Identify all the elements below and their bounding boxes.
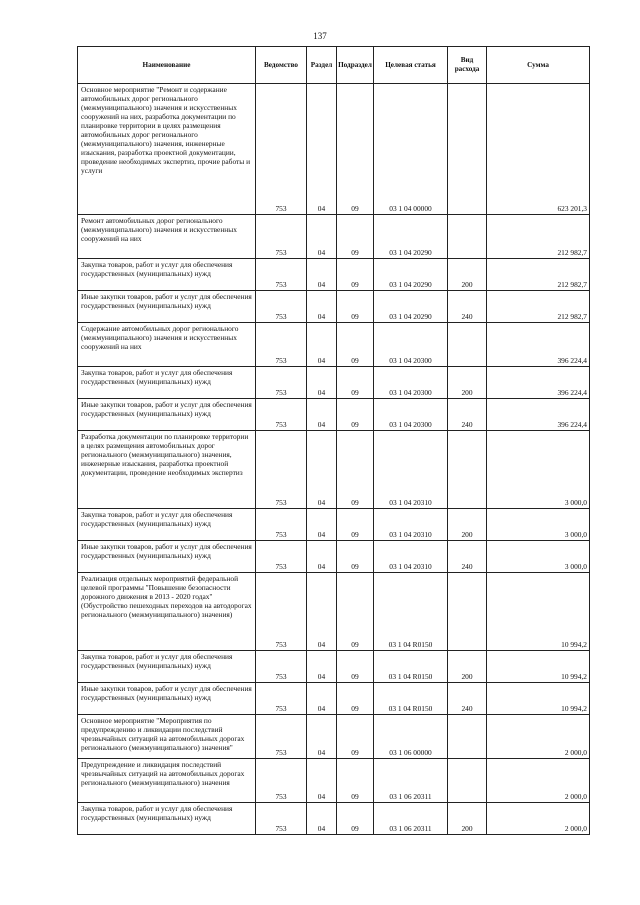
row-name-cell: Иные закупки товаров, работ и услуг для обеспечения государственных (муниципальных) нужд [78,541,256,573]
row-name-cell: Реализация отдельных мероприятий федеральной целевой программы "Повышение безопасности дорожного движения в 2013 - 2020 годах" (Обустройство пешеходных переходов на автодорогах регионального (межмуниципального) значения) [78,573,256,651]
row-expense-type-cell: 200 [448,509,487,541]
table-row [78,573,590,651]
row-target-article-cell: 03 1 04 R0150 [374,683,448,715]
table-row [78,683,590,715]
row-sum-cell: 10 994,2 [487,573,590,651]
row-department-cell: 753 [256,715,307,759]
row-name-cell: Иные закупки товаров, работ и услуг для обеспечения государственных (муниципальных) нужд [78,291,256,323]
table-row [78,759,590,803]
table-row [78,323,590,367]
row-sum-cell: 623 201,3 [487,84,590,215]
row-section-cell: 04 [307,291,337,323]
header-department: Ведомство [256,47,307,84]
row-department-cell: 753 [256,323,307,367]
row-target-article-cell: 03 1 04 20290 [374,259,448,291]
row-section-cell: 04 [307,803,337,835]
row-subsection-cell: 09 [337,541,374,573]
row-sum-cell: 10 994,2 [487,683,590,715]
row-name-cell: Закупка товаров, работ и услуг для обеспечения государственных (муниципальных) нужд [78,651,256,683]
header-name: Наименование [78,47,256,84]
row-subsection-cell: 09 [337,215,374,259]
row-subsection-cell: 09 [337,323,374,367]
row-expense-type-cell: 200 [448,651,487,683]
row-target-article-cell: 03 1 04 20300 [374,367,448,399]
table-row [78,541,590,573]
row-target-article-cell: 03 1 04 20290 [374,215,448,259]
row-sum-cell: 3 000,0 [487,509,590,541]
row-section-cell: 04 [307,323,337,367]
header-target-article: Целевая статья [374,47,448,84]
row-subsection-cell: 09 [337,291,374,323]
header-expense-type: Вид расхода [448,47,487,84]
table-row [78,651,590,683]
row-sum-cell: 10 994,2 [487,651,590,683]
table-header-row [78,47,590,84]
row-name-cell: Основное мероприятие "Мероприятия по предупреждению и ликвидации последствий чрезвычайных ситуаций на автомобильных дорогах регионального (межмуниципального) значения" [78,715,256,759]
row-name-cell: Предупреждение и ликвидация последствий чрезвычайных ситуаций на автомобильных дорогах регионального (межмуниципального) значения [78,759,256,803]
row-target-article-cell: 03 1 04 00000 [374,84,448,215]
row-subsection-cell: 09 [337,651,374,683]
row-department-cell: 753 [256,399,307,431]
table-row [78,291,590,323]
row-subsection-cell: 09 [337,573,374,651]
row-name-cell: Иные закупки товаров, работ и услуг для обеспечения государственных (муниципальных) нужд [78,399,256,431]
row-expense-type-cell: 240 [448,399,487,431]
row-expense-type-cell [448,215,487,259]
row-department-cell: 753 [256,291,307,323]
row-subsection-cell: 09 [337,509,374,541]
table-row [78,399,590,431]
row-expense-type-cell: 240 [448,683,487,715]
row-sum-cell: 212 982,7 [487,215,590,259]
row-name-cell: Закупка товаров, работ и услуг для обеспечения государственных (муниципальных) нужд [78,803,256,835]
row-sum-cell: 2 000,0 [487,759,590,803]
row-subsection-cell: 09 [337,803,374,835]
row-name-cell: Иные закупки товаров, работ и услуг для обеспечения государственных (муниципальных) нужд [78,683,256,715]
row-department-cell: 753 [256,683,307,715]
row-section-cell: 04 [307,573,337,651]
header-section: Раздел [307,47,337,84]
row-section-cell: 04 [307,367,337,399]
row-subsection-cell: 09 [337,715,374,759]
row-sum-cell: 3 000,0 [487,431,590,509]
row-section-cell: 04 [307,759,337,803]
budget-table [77,46,590,835]
row-sum-cell: 212 982,7 [487,291,590,323]
row-target-article-cell: 03 1 04 20310 [374,431,448,509]
row-expense-type-cell: 240 [448,541,487,573]
table-row [78,509,590,541]
row-sum-cell: 3 000,0 [487,541,590,573]
row-target-article-cell: 03 1 04 20310 [374,541,448,573]
table-row [78,715,590,759]
row-section-cell: 04 [307,683,337,715]
row-expense-type-cell [448,84,487,215]
row-section-cell: 04 [307,215,337,259]
row-department-cell: 753 [256,651,307,683]
row-target-article-cell: 03 1 06 00000 [374,715,448,759]
row-subsection-cell: 09 [337,259,374,291]
row-target-article-cell: 03 1 04 R0150 [374,573,448,651]
row-sum-cell: 2 000,0 [487,803,590,835]
row-department-cell: 753 [256,259,307,291]
row-department-cell: 753 [256,759,307,803]
row-department-cell: 753 [256,215,307,259]
row-section-cell: 04 [307,651,337,683]
row-target-article-cell: 03 1 04 20310 [374,509,448,541]
row-expense-type-cell: 200 [448,367,487,399]
table-row [78,803,590,835]
row-target-article-cell: 03 1 04 20290 [374,291,448,323]
row-name-cell: Основное мероприятие "Ремонт и содержание автомобильных дорог регионального (межмуниципального) значения и искусственных сооружений на них, разработка документации по планировке территории в целях размещения автомобильных дорог регионального (межмуниципального) значения, инженерные изыскания, разработка проектной документации, проведение необходимых экспертиз, прочие работы и услуги [78,84,256,215]
row-section-cell: 04 [307,399,337,431]
row-target-article-cell: 03 1 04 20300 [374,323,448,367]
row-expense-type-cell: 240 [448,291,487,323]
row-expense-type-cell [448,323,487,367]
row-department-cell: 753 [256,573,307,651]
table-row [78,431,590,509]
row-department-cell: 753 [256,803,307,835]
row-name-cell: Закупка товаров, работ и услуг для обеспечения государственных (муниципальных) нужд [78,509,256,541]
row-target-article-cell: 03 1 04 R0150 [374,651,448,683]
row-section-cell: 04 [307,431,337,509]
row-sum-cell: 396 224,4 [487,323,590,367]
row-department-cell: 753 [256,84,307,215]
table-row [78,259,590,291]
row-sum-cell: 212 982,7 [487,259,590,291]
page-number: 137 [313,31,327,41]
row-name-cell: Закупка товаров, работ и услуг для обеспечения государственных (муниципальных) нужд [78,367,256,399]
row-subsection-cell: 09 [337,431,374,509]
row-sum-cell: 396 224,4 [487,367,590,399]
row-target-article-cell: 03 1 06 20311 [374,803,448,835]
row-subsection-cell: 09 [337,84,374,215]
row-subsection-cell: 09 [337,683,374,715]
row-section-cell: 04 [307,541,337,573]
row-section-cell: 04 [307,259,337,291]
row-department-cell: 753 [256,541,307,573]
row-section-cell: 04 [307,715,337,759]
row-section-cell: 04 [307,84,337,215]
row-department-cell: 753 [256,509,307,541]
header-sum: Сумма [487,47,590,84]
row-subsection-cell: 09 [337,399,374,431]
row-sum-cell: 396 224,4 [487,399,590,431]
table-row [78,215,590,259]
row-subsection-cell: 09 [337,367,374,399]
table-row [78,84,590,215]
row-name-cell: Закупка товаров, работ и услуг для обеспечения государственных (муниципальных) нужд [78,259,256,291]
row-expense-type-cell [448,759,487,803]
table-row [78,367,590,399]
row-expense-type-cell [448,431,487,509]
row-sum-cell: 2 000,0 [487,715,590,759]
row-target-article-cell: 03 1 04 20300 [374,399,448,431]
row-name-cell: Разработка документации по планировке территории в целях размещения автомобильных дорог регионального (межмуниципального) значения, инженерные изыскания, разработка проектной документации, проведение необходимых экспертиз [78,431,256,509]
header-subsection: Подраздел [337,47,374,84]
row-expense-type-cell [448,573,487,651]
row-expense-type-cell [448,715,487,759]
row-name-cell: Ремонт автомобильных дорог регионального (межмуниципального) значения и искусственных сооружений на них [78,215,256,259]
row-target-article-cell: 03 1 06 20311 [374,759,448,803]
row-name-cell: Содержание автомобильных дорог регионального (межмуниципального) значения и искусственных сооружений на них [78,323,256,367]
row-section-cell: 04 [307,509,337,541]
table-body [78,84,590,835]
row-department-cell: 753 [256,367,307,399]
row-department-cell: 753 [256,431,307,509]
row-expense-type-cell: 200 [448,803,487,835]
row-subsection-cell: 09 [337,759,374,803]
row-expense-type-cell: 200 [448,259,487,291]
